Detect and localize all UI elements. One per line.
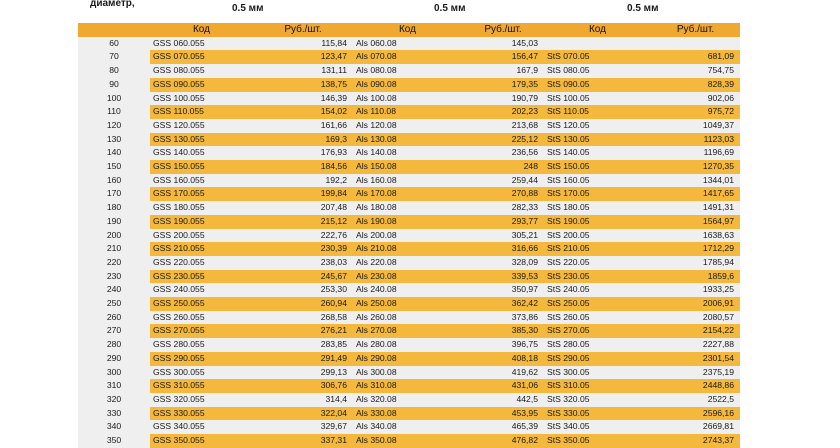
cell-code: GSS 220.055 xyxy=(150,256,253,270)
cell-code: GSS 230.055 xyxy=(150,270,253,284)
cell-code: Als 280.08 xyxy=(353,338,462,352)
cell-diameter: 110 xyxy=(78,105,150,119)
cell-price: 1712,29 xyxy=(651,242,740,256)
cell-code: Als 310.08 xyxy=(353,379,462,393)
cell-price: 373,86 xyxy=(462,311,544,325)
table-row xyxy=(78,160,740,174)
cell-code: Als 270.08 xyxy=(353,324,462,338)
cell-price: 2080,57 xyxy=(651,311,740,325)
cell-code: StS 120.05 xyxy=(544,119,651,133)
cell-code: GSS 340.055 xyxy=(150,420,253,434)
cell-code: GSS 290.055 xyxy=(150,352,253,366)
cell-price: 828,39 xyxy=(651,78,740,92)
cell-diameter: 340 xyxy=(78,420,150,434)
thickness-label-group-3: 0.5 мм xyxy=(627,3,659,14)
table-row xyxy=(78,270,740,284)
table-row xyxy=(78,229,740,243)
cell-price: 2743,37 xyxy=(651,434,740,448)
cell-price: 442,5 xyxy=(462,393,544,407)
cell-price: 2006,91 xyxy=(651,297,740,311)
cell-price: 396,75 xyxy=(462,338,544,352)
cell-diameter: 260 xyxy=(78,311,150,325)
cell-code: Als 250.08 xyxy=(353,297,462,311)
cell-code: Als 100.08 xyxy=(353,92,462,106)
cell-price: 305,21 xyxy=(462,229,544,243)
cell-price: 291,49 xyxy=(253,352,353,366)
cell-price: 176,93 xyxy=(253,146,353,160)
table-row xyxy=(78,379,740,393)
cell-code: Als 330.08 xyxy=(353,407,462,421)
cell-code: GSS 140.055 xyxy=(150,146,253,160)
cell-price: 245,67 xyxy=(253,270,353,284)
cell-code: StS 350.05 xyxy=(544,434,651,448)
cell-code: StS 190.05 xyxy=(544,215,651,229)
cell-diameter: 270 xyxy=(78,324,150,338)
cell-code xyxy=(544,37,651,51)
column-header-price: Руб./шт. xyxy=(651,23,740,37)
cell-price: 145,03 xyxy=(462,37,544,51)
thickness-label-group-2: 0.5 мм xyxy=(434,3,466,14)
cell-price: 161,66 xyxy=(253,119,353,133)
cell-price: 1491,31 xyxy=(651,201,740,215)
cell-code: StS 230.05 xyxy=(544,270,651,284)
thickness-label-group-1: 0.5 мм xyxy=(232,3,264,14)
cell-diameter: 290 xyxy=(78,352,150,366)
cell-price: 282,33 xyxy=(462,201,544,215)
cell-price: 1564,97 xyxy=(651,215,740,229)
cell-code: GSS 060.055 xyxy=(150,37,253,51)
cell-code: GSS 350.055 xyxy=(150,434,253,448)
table-row xyxy=(78,256,740,270)
cell-code: GSS 250.055 xyxy=(150,297,253,311)
cell-diameter: 80 xyxy=(78,64,150,78)
cell-price: 293,77 xyxy=(462,215,544,229)
cell-code: Als 340.08 xyxy=(353,420,462,434)
cell-diameter: 90 xyxy=(78,78,150,92)
cell-price: 154,02 xyxy=(253,105,353,119)
cell-code: StS 290.05 xyxy=(544,352,651,366)
cell-price: 138,75 xyxy=(253,78,353,92)
table-row xyxy=(78,297,740,311)
cell-diameter: 310 xyxy=(78,379,150,393)
cell-price: 465,39 xyxy=(462,420,544,434)
table-row xyxy=(78,352,740,366)
table-row xyxy=(78,420,740,434)
cell-code: StS 170.05 xyxy=(544,187,651,201)
cell-price: 169,3 xyxy=(253,133,353,147)
cell-code: StS 100.05 xyxy=(544,92,651,106)
cell-code: GSS 070.055 xyxy=(150,50,253,64)
cell-diameter: 60 xyxy=(78,37,150,51)
table-row xyxy=(78,283,740,297)
cell-code: GSS 190.055 xyxy=(150,215,253,229)
column-header-code: Код xyxy=(353,23,462,37)
cell-price: 1859,6 xyxy=(651,270,740,284)
table-row xyxy=(78,187,740,201)
cell-code: GSS 200.055 xyxy=(150,229,253,243)
cell-price: 975,72 xyxy=(651,105,740,119)
cell-code: Als 060.08 xyxy=(353,37,462,51)
table-row xyxy=(78,78,740,92)
cell-code: Als 090.08 xyxy=(353,78,462,92)
cell-price: 283,85 xyxy=(253,338,353,352)
cell-price: 131,11 xyxy=(253,64,353,78)
cell-code: GSS 320.055 xyxy=(150,393,253,407)
cell-diameter: 170 xyxy=(78,187,150,201)
cell-code: Als 070.08 xyxy=(353,50,462,64)
cell-price: 1933,25 xyxy=(651,283,740,297)
cell-price: 213,68 xyxy=(462,119,544,133)
cell-price: 299,13 xyxy=(253,366,353,380)
cell-code: Als 240.08 xyxy=(353,283,462,297)
cell-price: 453,95 xyxy=(462,407,544,421)
table-row xyxy=(78,393,740,407)
column-header-diameter xyxy=(78,23,150,37)
cell-price: 1417,65 xyxy=(651,187,740,201)
table-row xyxy=(78,50,740,64)
cell-price: 337,31 xyxy=(253,434,353,448)
cell-price: 2448,86 xyxy=(651,379,740,393)
table-row xyxy=(78,311,740,325)
cell-code: GSS 270.055 xyxy=(150,324,253,338)
cell-price: 179,35 xyxy=(462,78,544,92)
cell-price: 238,03 xyxy=(253,256,353,270)
cell-diameter: 160 xyxy=(78,174,150,188)
cell-code: GSS 210.055 xyxy=(150,242,253,256)
cell-price: 248 xyxy=(462,160,544,174)
cell-price: 260,94 xyxy=(253,297,353,311)
cell-code: Als 320.08 xyxy=(353,393,462,407)
cell-code: Als 130.08 xyxy=(353,133,462,147)
cell-diameter: 300 xyxy=(78,366,150,380)
cell-price: 225,12 xyxy=(462,133,544,147)
cell-price: 123,47 xyxy=(253,50,353,64)
cell-diameter: 70 xyxy=(78,50,150,64)
cell-code: Als 300.08 xyxy=(353,366,462,380)
cell-code: StS 340.05 xyxy=(544,420,651,434)
table-row xyxy=(78,133,740,147)
cell-diameter: 320 xyxy=(78,393,150,407)
cell-code: Als 220.08 xyxy=(353,256,462,270)
cell-code: GSS 090.055 xyxy=(150,78,253,92)
cell-price: 1196,69 xyxy=(651,146,740,160)
cell-diameter: 330 xyxy=(78,407,150,421)
cell-diameter: 200 xyxy=(78,229,150,243)
table-row xyxy=(78,174,740,188)
cell-code: StS 240.05 xyxy=(544,283,651,297)
cell-price xyxy=(651,37,740,51)
table-row xyxy=(78,201,740,215)
cell-code: Als 140.08 xyxy=(353,146,462,160)
cell-price: 322,04 xyxy=(253,407,353,421)
cell-code: GSS 130.055 xyxy=(150,133,253,147)
cell-price: 1270,35 xyxy=(651,160,740,174)
column-header-price: Руб./шт. xyxy=(462,23,544,37)
cell-code: GSS 240.055 xyxy=(150,283,253,297)
cell-price: 167,9 xyxy=(462,64,544,78)
cell-diameter: 190 xyxy=(78,215,150,229)
table-row xyxy=(78,324,740,338)
cell-diameter: 250 xyxy=(78,297,150,311)
cell-code: StS 090.05 xyxy=(544,78,651,92)
cell-code: StS 260.05 xyxy=(544,311,651,325)
cell-code: GSS 080.055 xyxy=(150,64,253,78)
cell-price: 329,67 xyxy=(253,420,353,434)
cell-price: 902,06 xyxy=(651,92,740,106)
cell-price: 350,97 xyxy=(462,283,544,297)
cell-diameter: 240 xyxy=(78,283,150,297)
cell-code: GSS 110.055 xyxy=(150,105,253,119)
cell-code: GSS 300.055 xyxy=(150,366,253,380)
cell-code: StS 080.05 xyxy=(544,64,651,78)
cell-code: Als 110.08 xyxy=(353,105,462,119)
table-row xyxy=(78,215,740,229)
cell-code: GSS 310.055 xyxy=(150,379,253,393)
table-row xyxy=(78,37,740,51)
cell-code: GSS 280.055 xyxy=(150,338,253,352)
cell-price: 2154,22 xyxy=(651,324,740,338)
cell-price: 316,66 xyxy=(462,242,544,256)
cell-price: 199,84 xyxy=(253,187,353,201)
cell-price: 385,30 xyxy=(462,324,544,338)
cell-price: 431,06 xyxy=(462,379,544,393)
cell-code: Als 230.08 xyxy=(353,270,462,284)
cell-code: Als 190.08 xyxy=(353,215,462,229)
table-row xyxy=(78,366,740,380)
cell-code: StS 270.05 xyxy=(544,324,651,338)
cell-code: Als 080.08 xyxy=(353,64,462,78)
cell-code: StS 160.05 xyxy=(544,174,651,188)
cell-price: 202,23 xyxy=(462,105,544,119)
table-row xyxy=(78,146,740,160)
cell-code: GSS 120.055 xyxy=(150,119,253,133)
cell-price: 681,09 xyxy=(651,50,740,64)
cell-code: Als 260.08 xyxy=(353,311,462,325)
cell-code: GSS 160.055 xyxy=(150,174,253,188)
cell-price: 2522,5 xyxy=(651,393,740,407)
cell-code: StS 210.05 xyxy=(544,242,651,256)
cell-code: StS 250.05 xyxy=(544,297,651,311)
cell-diameter: 120 xyxy=(78,119,150,133)
cell-code: StS 200.05 xyxy=(544,229,651,243)
cell-code: GSS 260.055 xyxy=(150,311,253,325)
cell-price: 230,39 xyxy=(253,242,353,256)
cell-price: 2301,54 xyxy=(651,352,740,366)
cell-code: StS 130.05 xyxy=(544,133,651,147)
cell-price: 754,75 xyxy=(651,64,740,78)
cell-price: 314,4 xyxy=(253,393,353,407)
cell-price: 2669,81 xyxy=(651,420,740,434)
price-table xyxy=(78,23,740,448)
cell-price: 2227,88 xyxy=(651,338,740,352)
cell-price: 1638,63 xyxy=(651,229,740,243)
cell-code: Als 170.08 xyxy=(353,187,462,201)
table-row xyxy=(78,242,740,256)
cell-diameter: 150 xyxy=(78,160,150,174)
cell-price: 270,88 xyxy=(462,187,544,201)
table-row xyxy=(78,119,740,133)
column-header-price: Руб./шт. xyxy=(253,23,353,37)
cell-code: Als 160.08 xyxy=(353,174,462,188)
cell-price: 253,30 xyxy=(253,283,353,297)
cell-code: StS 070.05 xyxy=(544,50,651,64)
table-row xyxy=(78,64,740,78)
cell-price: 190,79 xyxy=(462,92,544,106)
cell-price: 408,18 xyxy=(462,352,544,366)
cell-price: 236,56 xyxy=(462,146,544,160)
cell-price: 192,2 xyxy=(253,174,353,188)
cell-code: Als 200.08 xyxy=(353,229,462,243)
cell-code: StS 330.05 xyxy=(544,407,651,421)
cell-price: 1785,94 xyxy=(651,256,740,270)
cell-price: 184,56 xyxy=(253,160,353,174)
cell-price: 2596,16 xyxy=(651,407,740,421)
cell-price: 1344,01 xyxy=(651,174,740,188)
cell-code: GSS 100.055 xyxy=(150,92,253,106)
table-row xyxy=(78,407,740,421)
cell-price: 207,48 xyxy=(253,201,353,215)
cell-price: 339,53 xyxy=(462,270,544,284)
cell-diameter: 140 xyxy=(78,146,150,160)
table-row xyxy=(78,105,740,119)
cell-code: StS 110.05 xyxy=(544,105,651,119)
cell-code: GSS 180.055 xyxy=(150,201,253,215)
cell-price: 306,76 xyxy=(253,379,353,393)
cell-code: Als 350.08 xyxy=(353,434,462,448)
table-header-row xyxy=(78,23,740,37)
table-row xyxy=(78,434,740,448)
cell-code: StS 150.05 xyxy=(544,160,651,174)
column-header-code: Код xyxy=(150,23,253,37)
cell-diameter: 130 xyxy=(78,133,150,147)
cell-code: StS 220.05 xyxy=(544,256,651,270)
cell-price: 115,84 xyxy=(253,37,353,51)
cell-price: 1049,37 xyxy=(651,119,740,133)
cell-code: Als 210.08 xyxy=(353,242,462,256)
cell-diameter: 180 xyxy=(78,201,150,215)
cell-price: 146,39 xyxy=(253,92,353,106)
cell-price: 215,12 xyxy=(253,215,353,229)
cell-code: StS 180.05 xyxy=(544,201,651,215)
cell-code: StS 310.05 xyxy=(544,379,651,393)
cell-diameter: 210 xyxy=(78,242,150,256)
cell-price: 328,09 xyxy=(462,256,544,270)
cell-code: StS 140.05 xyxy=(544,146,651,160)
diameter-label: диаметр, xyxy=(90,0,135,9)
cell-code: GSS 170.055 xyxy=(150,187,253,201)
cell-code: Als 150.08 xyxy=(353,160,462,174)
cell-code: StS 300.05 xyxy=(544,366,651,380)
cell-diameter: 280 xyxy=(78,338,150,352)
cell-code: StS 280.05 xyxy=(544,338,651,352)
cell-price: 1123,03 xyxy=(651,133,740,147)
cell-price: 222,76 xyxy=(253,229,353,243)
cell-diameter: 230 xyxy=(78,270,150,284)
cell-code: Als 120.08 xyxy=(353,119,462,133)
cell-price: 362,42 xyxy=(462,297,544,311)
cell-price: 2375,19 xyxy=(651,366,740,380)
cell-code: Als 290.08 xyxy=(353,352,462,366)
cell-code: GSS 150.055 xyxy=(150,160,253,174)
cell-diameter: 350 xyxy=(78,434,150,448)
cell-price: 268,58 xyxy=(253,311,353,325)
table-row xyxy=(78,92,740,106)
cell-price: 476,82 xyxy=(462,434,544,448)
cell-code: GSS 330.055 xyxy=(150,407,253,421)
table-row xyxy=(78,338,740,352)
column-header-code: Код xyxy=(544,23,651,37)
cell-code: Als 180.08 xyxy=(353,201,462,215)
cell-diameter: 220 xyxy=(78,256,150,270)
cell-price: 259,44 xyxy=(462,174,544,188)
cell-price: 156,47 xyxy=(462,50,544,64)
cell-price: 276,21 xyxy=(253,324,353,338)
cell-price: 419,62 xyxy=(462,366,544,380)
cell-diameter: 100 xyxy=(78,92,150,106)
cell-code: StS 320.05 xyxy=(544,393,651,407)
